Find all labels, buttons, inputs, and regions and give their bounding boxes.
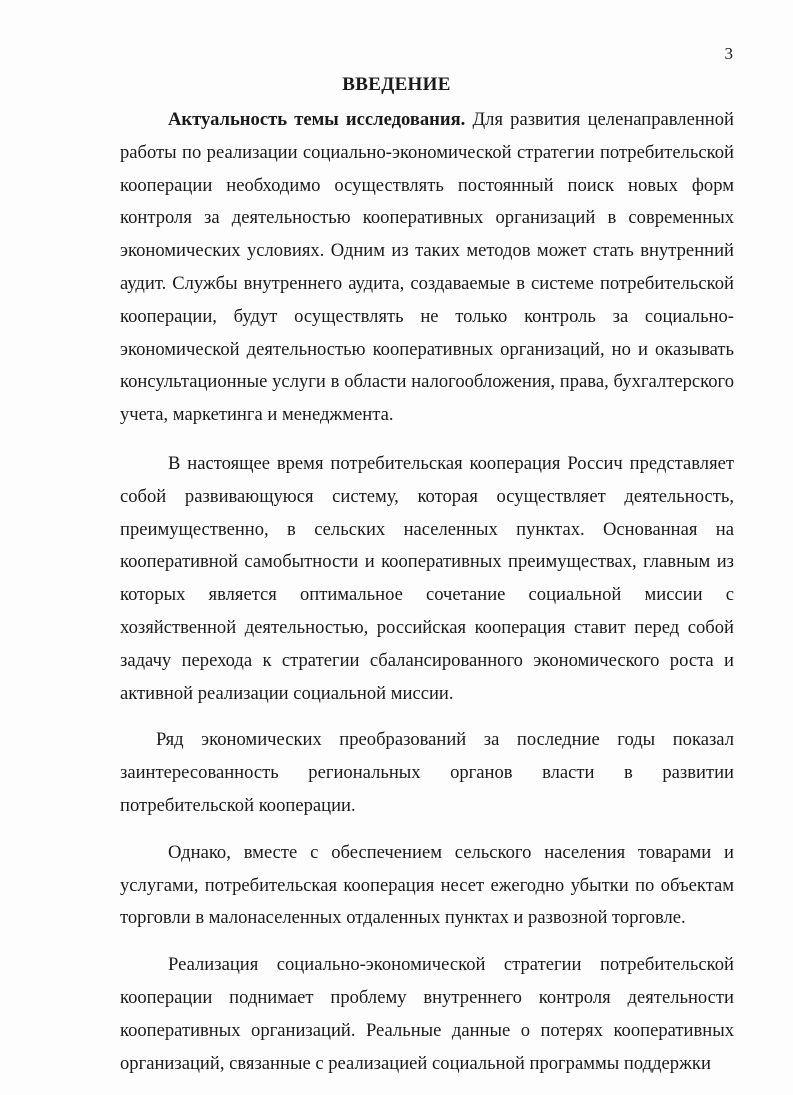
body-text: [120, 104, 734, 1080]
paragraph-reforms: Ряд экономических преобразований за последние годы показал заинтересованность региональных органов власти в развитии потребительской кооперации.: [120, 729, 734, 816]
paragraph-losses: Однако, вместе с обеспечением сельского населения товарами и услугами, потребительская кооперация несет ежегодно убытки по объектам торговли в малонаселенных отдаленных пунктах и развозной торговле.: [120, 841, 734, 929]
paragraph-lead: Актуальность темы исследования.: [168, 109, 466, 130]
page-number: 3: [724, 44, 733, 63]
paragraph-strategy: Реализация социально-экономической стратегии потребительской кооперации поднимает проблему внутреннего контроля деятельности кооперативных организаций. Реальные данные о потерях кооперативных организаций, связанные с реализацией социальной программы поддержки: [120, 954, 734, 1074]
paragraph-relevance: [120, 104, 734, 432]
paragraph-text: Для развития целенаправленной работы по реализации социально-экономической стратегии потребительской кооперации необходимо осуществлять постоянный поиск новых форм контроля за деятельностью кооперативных организаций в современных экономических условиях. Одним из таких методов может стать внутренний аудит. Службы внутреннего аудита, создаваемые в системе потребительской кооперации, будут осуществлять не только контроль за социально-экономической деятельностью кооперативных организаций, но и оказывать консультационные услуги в области налогообложения, права, бухгалтерского учета, маркетинга и менеджмента.: [120, 109, 734, 426]
paragraph-present-time: В настоящее время потребительская кооперация Россич представляет собой развивающуюся систему, которая осуществляет деятельность, преимущественно, в сельских населенных пунктах. Основанная на кооперативной самобытности и кооперативных преимуществах, главным из которых является оптимальное сочетание социальной миссии с хозяйственной деятельностью, российская кооперация ставит перед собой задачу перехода к стратегии сбалансированного экономического роста и активной реализации социальной миссии.: [120, 452, 734, 704]
page-title: ВВЕДЕНИЕ: [342, 74, 451, 95]
